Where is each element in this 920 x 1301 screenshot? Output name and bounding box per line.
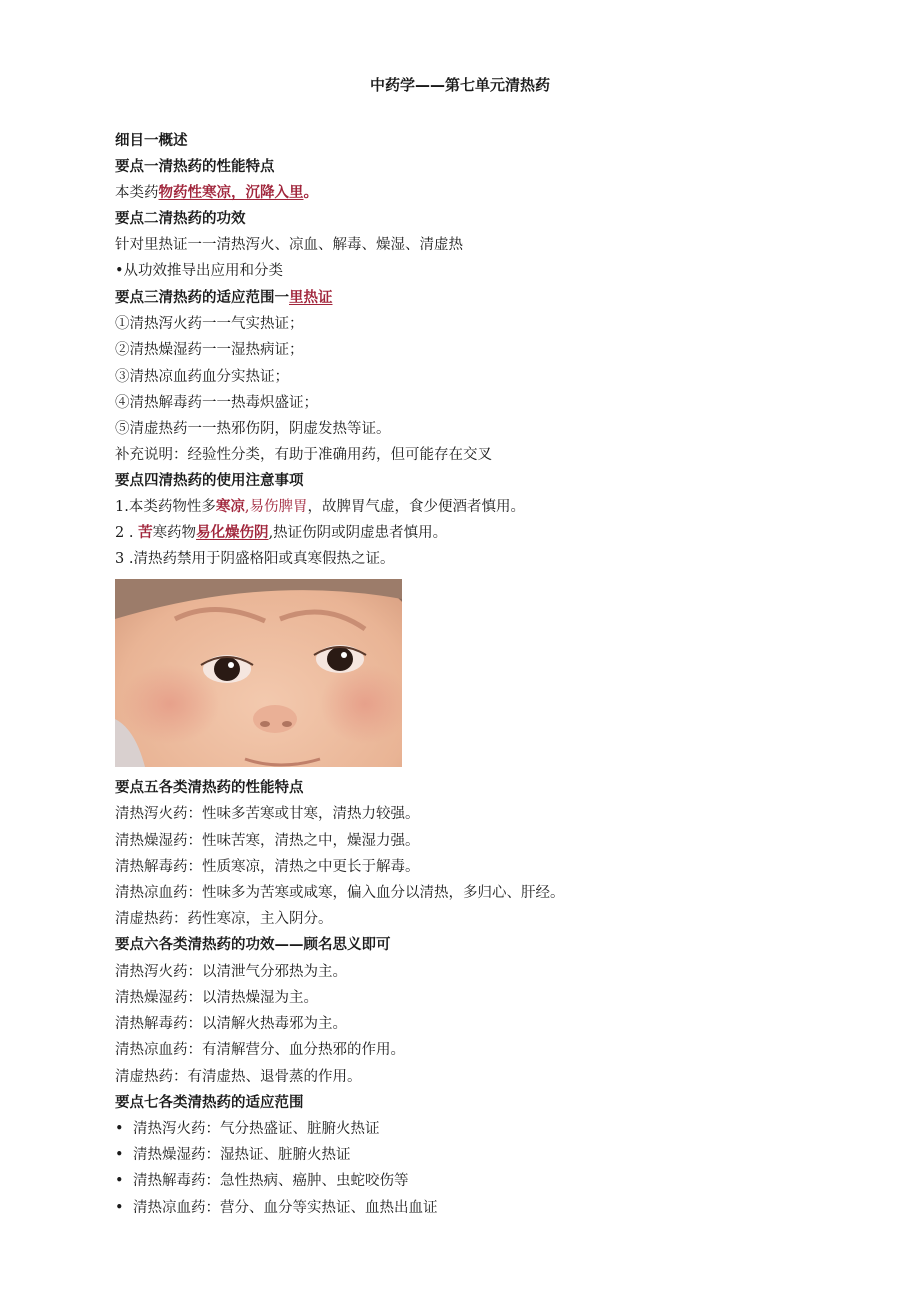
point3-item: ⑤清虚热药一一热邪伤阴，阴虚发热等证。	[115, 421, 391, 437]
point7-item-text: 清热解毒药：急性热病、癌肿、虫蛇咬伤等	[133, 1173, 409, 1189]
point4-item-2-number: 2 .	[115, 525, 134, 541]
point4-item-3: 3 .清热药禁用于阴盛格阳或真寒假热之证。	[115, 551, 395, 567]
point7-item	[115, 1145, 351, 1165]
point1-text-pre: 本类药	[115, 185, 159, 201]
point6-item: 清热燥湿药：以清热燥湿为主。	[115, 990, 318, 1006]
point4-item-1	[115, 497, 525, 517]
point1-heading: 要点一清热药的性能特点	[115, 159, 275, 175]
point6-item: 清热解毒药：以清解火热毒邪为主。	[115, 1016, 347, 1032]
point5-item: 清热泻火药：性味多苦寒或甘寒，清热力较强。	[115, 806, 420, 822]
point2-line1: 针对里热证一一清热泻火、凉血、解毒、燥湿、清虚热	[115, 237, 463, 253]
point7-item-text: 清热燥湿药：湿热证、脏腑火热证	[133, 1147, 351, 1163]
point3-heading-highlight: 里热证	[289, 290, 333, 306]
point4-item-1-post: ，故脾胃气虚，食少便酒者慎用。	[307, 499, 525, 515]
point7-item-text: 清热凉血药：营分、血分等实热证、血热出血证	[133, 1200, 438, 1216]
point5-item: 清虚热药：药性寒凉，主入阴分。	[115, 911, 333, 927]
point1-text-post: 。	[303, 185, 318, 201]
document-title: 中药学——第七单元清热药	[369, 76, 550, 94]
point3-item: ③清热凉血药血分实热证；	[115, 369, 289, 385]
point4-item-1-pre: 1.本类药物性多	[115, 499, 216, 515]
point5-item: 清热解毒药：性质寒凉，清热之中更长于解毒。	[115, 859, 420, 875]
point5-heading: 要点五各类清热药的性能特点	[115, 780, 304, 796]
point3-heading-text: 要点三清热药的适应范围一	[115, 290, 289, 306]
point3-note: 补充说明：经验性分类，有助于准确用药，但可能存在交叉	[115, 447, 492, 463]
point7-item-text: 清热泻火药：气分热盛证、脏腑火热证	[133, 1121, 380, 1137]
point4-item-2-mid: 寒药物	[152, 525, 197, 541]
point6-item: 清热凉血药：有清解营分、血分热邪的作用。	[115, 1042, 405, 1058]
point7-item	[115, 1119, 380, 1139]
baby-face-illustration	[115, 579, 402, 767]
point7-item	[115, 1171, 409, 1191]
point4-item-2	[115, 523, 447, 543]
bullet-icon: •	[115, 1173, 124, 1189]
point4-item-1-highlight-a: 寒凉	[215, 499, 245, 515]
point4-heading: 要点四清热药的使用注意事项	[115, 473, 304, 489]
point5-item: 清热燥湿药：性味苦寒，清热之中，燥湿力强。	[115, 833, 420, 849]
section-heading: 细目一概述	[115, 133, 188, 149]
point6-item: 清虚热药：有清虚热、退骨蒸的作用。	[115, 1069, 362, 1085]
point3-item: ①清热泻火药一一气实热证；	[115, 316, 304, 332]
point6-item: 清热泻火药：以清泄气分邪热为主。	[115, 964, 347, 980]
point2-heading: 要点二清热药的功效	[115, 211, 246, 227]
point6-heading: 要点六各类清热药的功效——顾名思义即可	[115, 937, 391, 953]
point1-text	[115, 183, 318, 203]
bullet-icon: •	[115, 1147, 124, 1163]
point7-item	[115, 1198, 438, 1218]
point4-item-2-post: ,热证伤阴或阴虚患者慎用。	[268, 525, 448, 541]
bullet-icon: •	[115, 1200, 124, 1216]
point3-item: ④清热解毒药一一热毒炽盛证；	[115, 395, 318, 411]
point4-item-2-highlight-a: 苦	[138, 525, 153, 541]
baby-face-photo	[115, 579, 402, 767]
point4-item-1-highlight-b: ,易伤脾胃	[244, 499, 308, 515]
point4-item-2-highlight-b: 易化燥伤阴	[196, 525, 269, 541]
point2-line2: •从功效推导出应用和分类	[115, 263, 284, 279]
bullet-icon: •	[115, 1121, 124, 1137]
point1-highlight: 物药性寒凉，沉降入里	[158, 185, 304, 201]
point3-heading	[115, 288, 333, 308]
point3-item: ②清热燥湿药一一湿热病证；	[115, 342, 304, 358]
point7-heading: 要点七各类清热药的适应范围	[115, 1095, 304, 1111]
point5-item: 清热凉血药：性味多为苦寒或咸寒，偏入血分以清热，多归心、肝经。	[115, 885, 565, 901]
